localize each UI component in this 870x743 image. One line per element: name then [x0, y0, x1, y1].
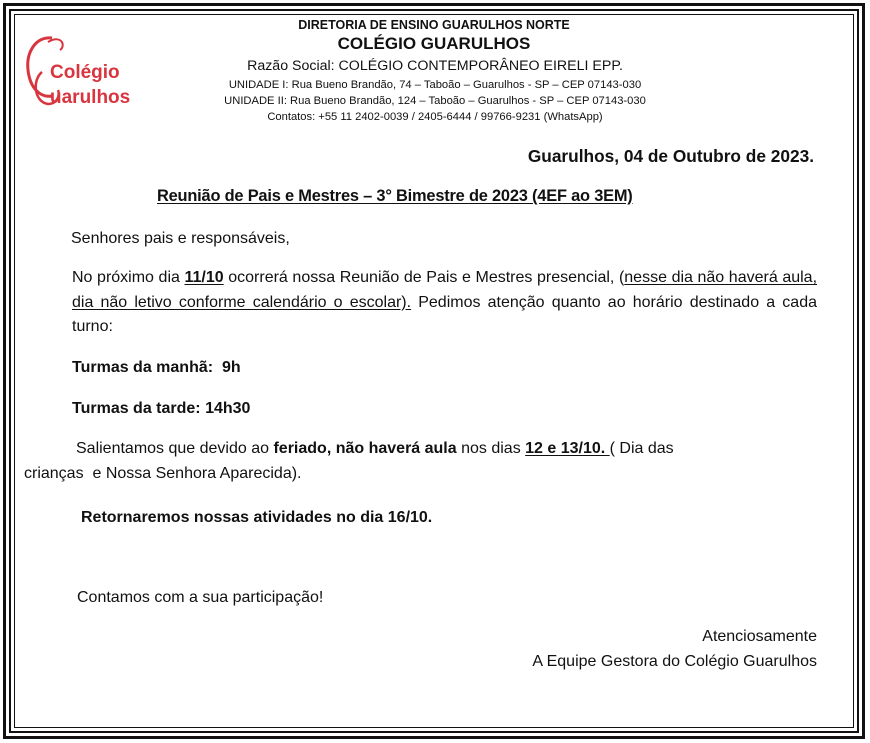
letter-title: Reunião de Pais e Mestres – 3° Bimestre de 2023 (4EF ao 3EM) [157, 187, 633, 205]
para1-text1: No próximo dia [72, 269, 185, 286]
no-class-note: nesse dia não haverá aula, dia não letivo conforme calendário o escolar). [72, 269, 818, 311]
meeting-date: 11/10 [184, 269, 224, 286]
afternoon-schedule: Turmas da tarde: 14h30 [72, 400, 251, 417]
holiday-dates: 12 e 13/10. [525, 440, 610, 457]
holiday-text2: nos dias [456, 440, 526, 457]
holiday-text1: Salientamos que devido ao [76, 440, 274, 457]
holiday-bold: feriado, não haverá aula [273, 440, 457, 457]
school-name: COLÉGIO GUARULHOS [337, 34, 531, 53]
meeting-paragraph [72, 266, 817, 340]
holiday-text3: ( Dia das [609, 440, 674, 457]
morning-schedule: Turmas da manhã: 9h [72, 359, 241, 376]
return-notice: Retornaremos nossas atividades no dia 16/10. [81, 509, 433, 526]
holiday-paragraph-line1 [76, 440, 674, 458]
signature-salutation: Atenciosamente [702, 628, 817, 645]
logo-line2: uarulhos [50, 87, 131, 108]
closing-line: Contamos com a sua participação! [77, 589, 324, 606]
contacts: Contatos: +55 11 2402-0039 / 2405-6444 / 99766-9231 (WhatsApp) [267, 111, 603, 123]
greeting: Senhores pais e responsáveis, [71, 230, 290, 247]
date-line: Guarulhos, 04 de Outubro de 2023. [527, 146, 814, 166]
logo-line1: Colégio [50, 62, 120, 83]
para1-text2: ocorrerá nossa Reunião de Pais e Mestres presencial, ( [223, 269, 625, 286]
para1-text3: Pedimos atenção quanto ao horário destinado a cada turno: [72, 293, 817, 335]
signature-team: A Equipe Gestora do Colégio Guarulhos [532, 653, 817, 670]
unit1-address: UNIDADE I: Rua Bueno Brandão, 74 – Taboão – Guarulhos - SP – CEP 07143-030 [228, 79, 642, 91]
holiday-paragraph-line2: crianças e Nossa Senhora Aparecida). [24, 465, 302, 482]
company-name: Razão Social: COLÉGIO CONTEMPORÂNEO EIRELI EPP. [247, 58, 623, 74]
unit2-address: UNIDADE II: Rua Bueno Brandão, 124 – Taboão – Guarulhos - SP – CEP 07143-030 [224, 95, 646, 107]
directorate-heading: DIRETORIA DE ENSINO GUARULHOS NORTE [298, 18, 570, 32]
